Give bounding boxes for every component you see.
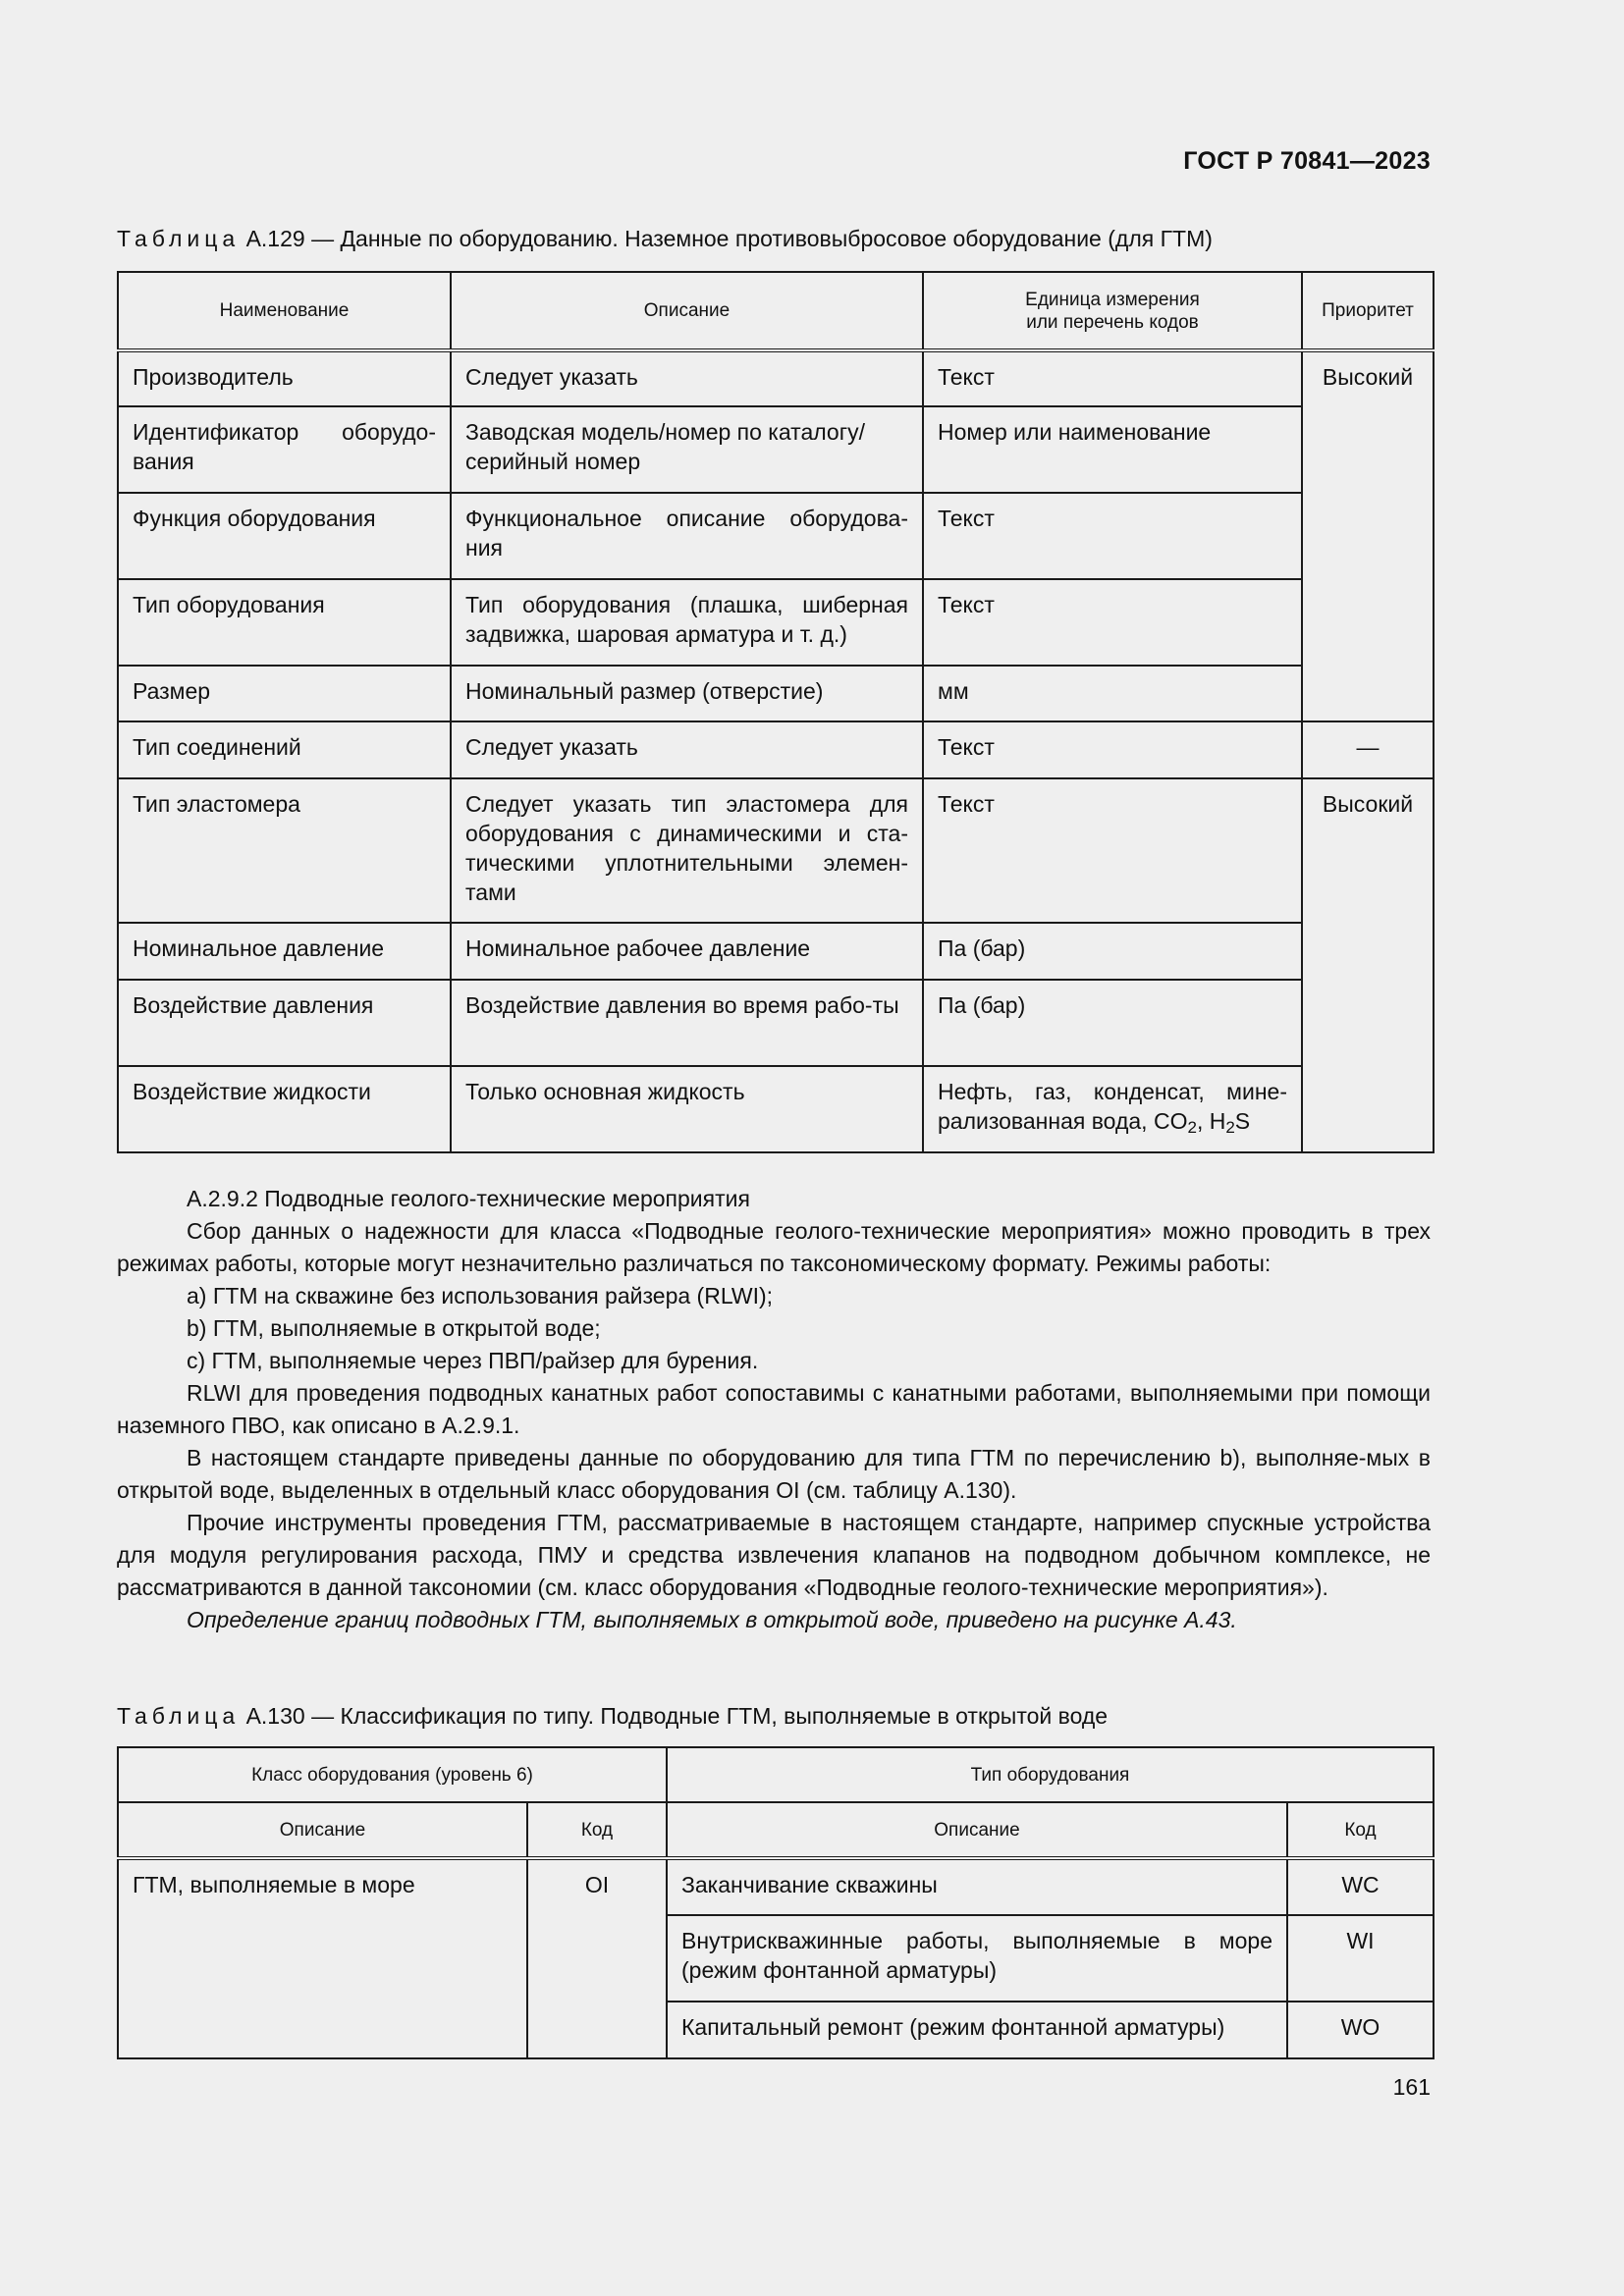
table-word: Таблица [117,1703,241,1729]
col-header-description: Описание [118,1802,527,1858]
cell-unit: Текст [923,350,1302,406]
page-number: 161 [1392,2074,1431,2100]
section-text [117,1183,1431,1636]
group-header-class: Класс оборудования (уровень 6) [118,1747,667,1802]
paragraph: Сбор данных о надежности для класса «Подводные геолого-технические мероприятия» можно проводить в трех режимах работы, которые могут незначительно различаться по таксономическому формату. Режимы работы: [117,1218,1431,1276]
cell-priority: Высокий [1302,350,1434,721]
cell-name: Номинальное давление [118,923,451,980]
cell-name: Тип оборудования [118,579,451,666]
cell-desc: Номинальный размер (отверстие) [451,666,923,721]
cell-desc: Номинальное рабочее давление [451,923,923,980]
cell-name: Размер [118,666,451,721]
cell-desc: Заводская модель/номер по каталогу/ серийный номер [451,406,923,493]
table-row [118,721,1434,778]
cell-name: Тип соединений [118,721,451,778]
cell-class-desc: ГТМ, выполняемые в море [118,1858,527,2058]
cell-priority: Высокий [1302,778,1434,1152]
cell-name: Идентификатор оборудо-вания [118,406,451,493]
table-130 [117,1746,1435,2059]
cell-type-code: WC [1287,1858,1434,1915]
cell-priority: — [1302,721,1434,778]
table-row [118,406,1434,493]
cell-name: Производитель [118,350,451,406]
cell-unit: мм [923,666,1302,721]
cell-type-desc: Внутрискважинные работы, выполняемые в море (режим фонтанной арматуры) [667,1915,1287,2002]
cell-desc: Следует указать [451,350,923,406]
table-row [118,666,1434,721]
list-item: a) ГТМ на скважине без использования райзера (RLWI); [187,1283,774,1308]
table-129-caption [117,226,1213,252]
cell-unit: Па (бар) [923,980,1302,1066]
cell-type-desc: Капитальный ремонт (режим фонтанной арматуры) [667,2002,1287,2058]
col-header-description: Описание [451,272,923,350]
table-row [118,980,1434,1066]
col-header-unit: Единица измерения или перечень кодов [923,272,1302,350]
col-header-code: Код [527,1802,667,1858]
table-row [118,350,1434,406]
col-header-code: Код [1287,1802,1434,1858]
cell-name: Воздействие жидкости [118,1066,451,1152]
cell-unit: Нефть, газ, конденсат, мине-рализованная вода, $CO_2$, $H_2S$ [923,1066,1302,1152]
cell-class-code: OI [527,1858,667,2058]
cell-unit: Текст [923,721,1302,778]
standard-designation: ГОСТ Р 70841—2023 [1183,147,1431,175]
cell-unit: Па (бар) [923,923,1302,980]
paragraph: RLWI для проведения подводных канатных работ сопоставимы с канатными работами, выполняемыми при помощи наземного ПВО, как описано в А.2.9.1. [117,1380,1431,1438]
cell-desc: Только основная жидкость [451,1066,923,1152]
cell-name: Функция оборудования [118,493,451,579]
table-row [118,493,1434,579]
table-row [118,579,1434,666]
paragraph: Прочие инструменты проведения ГТМ, рассматриваемые в настоящем стандарте, например спускные устройства для модуля регулирования расхода, ПМУ и средства извлечения клапанов на подводном добычном комплексе, не рассматриваются в данной таксономии (см. класс оборудования «Подводные геолого-технические мероприятия»). [117,1510,1431,1600]
table-word: Таблица [117,226,241,251]
section-heading: А.2.9.2 Подводные геолого-технические мероприятия [187,1186,750,1211]
table-subheader-row [118,1802,1434,1858]
cell-unit: Текст [923,493,1302,579]
cell-desc: Функциональное описание оборудова-ния [451,493,923,579]
cell-name: Тип эластомера [118,778,451,923]
cell-type-code: WO [1287,2002,1434,2058]
cell-type-code: WI [1287,1915,1434,2002]
cell-unit: Текст [923,579,1302,666]
paragraph-italic: Определение границ подводных ГТМ, выполняемых в открытой воде, приведено на рисунке А.43. [187,1607,1237,1632]
col-header-name: Наименование [118,272,451,350]
list-item: c) ГТМ, выполняемые через ПВП/райзер для бурения. [187,1348,759,1373]
table-130-title: А.130 — Классификация по типу. Подводные ГТМ, выполняемые в открытой воде [245,1703,1109,1729]
cell-desc: Тип оборудования (плашка, шиберная задвижка, шаровая арматура и т. д.) [451,579,923,666]
table-header-row [118,1747,1434,1802]
cell-name: Воздействие давления [118,980,451,1066]
table-row [118,923,1434,980]
table-129-title: А.129 — Данные по оборудованию. Наземное противовыбросовое оборудование (для ГТМ) [245,226,1213,251]
cell-desc: Следует указать [451,721,923,778]
table-129 [117,271,1435,1153]
cell-type-desc: Заканчивание скважины [667,1858,1287,1915]
cell-desc: Воздействие давления во время рабо-ты [451,980,923,1066]
col-header-description: Описание [667,1802,1287,1858]
col-header-priority: Приоритет [1302,272,1434,350]
cell-unit: Текст [923,778,1302,923]
cell-desc: Следует указать тип эластомера для оборудования с динамическими и ста-тическими уплотнительными элемен-тами [451,778,923,923]
paragraph: В настоящем стандарте приведены данные по оборудованию для типа ГТМ по перечислению b), выполняе-мых в открытой воде, выделенных в отдельный класс оборудования OI (см. таблицу А.130). [117,1445,1431,1503]
table-header-row [118,272,1434,350]
list-item: b) ГТМ, выполняемые в открытой воде; [187,1315,601,1341]
table-row [118,1066,1434,1152]
table-130-caption [117,1703,1108,1730]
group-header-type: Тип оборудования [667,1747,1434,1802]
table-row [118,1858,1434,1915]
cell-unit: Номер или наименование [923,406,1302,493]
table-row [118,778,1434,923]
